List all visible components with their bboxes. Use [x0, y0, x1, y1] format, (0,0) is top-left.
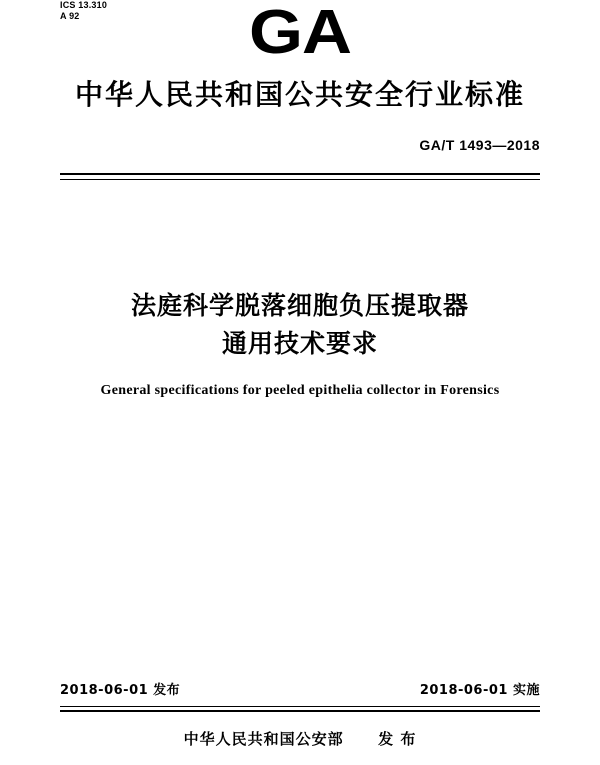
- standard-number: GA/T 1493—2018: [419, 137, 540, 153]
- document-title-cn-line2: 通用技术要求: [221, 329, 378, 358]
- divider-bottom-thin: [60, 706, 540, 707]
- document-title-cn-line1: 法庭科学脱落细胞负压提取器: [130, 291, 469, 320]
- divider-top-thick: [60, 173, 540, 175]
- divider-bottom-thick: [60, 710, 540, 712]
- document-title-en: General specifications for peeled epithelia collector in Forensics: [100, 383, 500, 398]
- ga-logo: GA: [249, 0, 351, 67]
- footer-dates: [60, 679, 540, 698]
- issuer-line: [0, 728, 600, 749]
- issue-date: 2018-06-01 发布: [60, 683, 181, 698]
- document-title-cn: [0, 287, 600, 363]
- classification-code: A 92: [60, 11, 80, 21]
- issuer-action: 发 布: [378, 730, 417, 748]
- standard-class-heading: 中华人民共和国公共安全行业标准: [74, 78, 525, 111]
- divider-top-thin: [60, 179, 540, 180]
- issuer-name: 中华人民共和国公安部: [183, 730, 344, 748]
- effective-date: 2018-06-01 实施: [419, 683, 540, 698]
- ics-code: ICS 13.310: [60, 0, 108, 10]
